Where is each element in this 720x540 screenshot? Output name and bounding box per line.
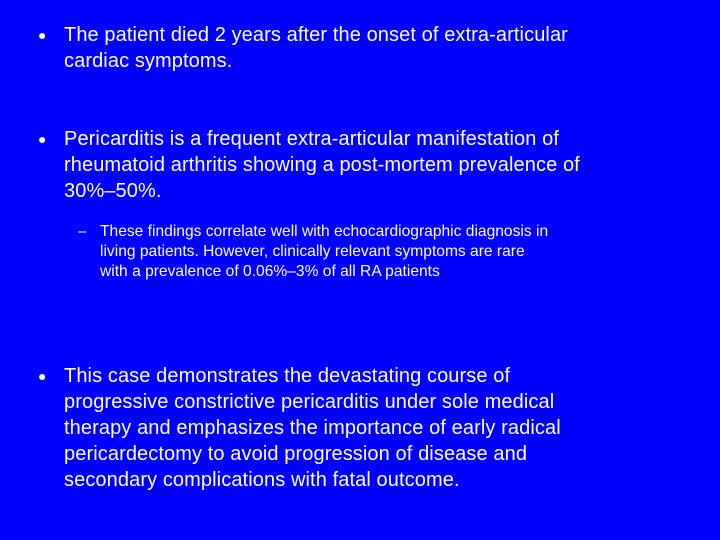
bullet-3-line-5: secondary complications with fatal outcome. (64, 469, 460, 491)
sub-bullet-line-1: These findings correlate well with echocardiographic diagnosis in (100, 223, 549, 240)
bullet-1-line-2: cardiac symptoms. (64, 50, 233, 72)
bullet-2-text (64, 126, 580, 204)
bullet-1-text (64, 22, 568, 74)
bullet-3-line-2: progressive constrictive pericarditis under sole medical (64, 391, 555, 413)
bullet-1-line-1: The patient died 2 years after the onset of extra-articular (64, 24, 568, 46)
bullet-3-line-1: This case demonstrates the devastating course of (64, 365, 511, 387)
bullet-2-line-1: Pericarditis is a frequent extra-articular manifestation of (64, 128, 560, 150)
bullet-2-line-2: rheumatoid arthritis showing a post-mortem prevalence of (64, 154, 580, 176)
sub-bullet (78, 222, 548, 282)
dash-icon: – (78, 223, 87, 240)
sub-bullet-text (100, 222, 548, 282)
sub-bullet-line-2: living patients. However, clinically relevant symptoms are rare (100, 243, 525, 260)
bullet-3-line-4: pericardectomy to avoid progression of disease and (64, 443, 528, 465)
bullet-3-text (64, 363, 561, 493)
sub-bullet-line-3: with a prevalence of 0.06%–3% of all RA patients (100, 263, 440, 280)
bullet-2 (38, 126, 580, 204)
bullet-3-line-3: therapy and emphasizes the importance of early radical (64, 417, 561, 439)
bullet-1 (38, 22, 568, 74)
bullet-dot-icon: ● (38, 368, 47, 384)
bullet-dot-icon: ● (38, 27, 47, 43)
bullet-dot-icon: ● (38, 131, 47, 147)
bullet-3 (38, 363, 561, 493)
bullet-2-line-3: 30%–50%. (64, 180, 162, 202)
